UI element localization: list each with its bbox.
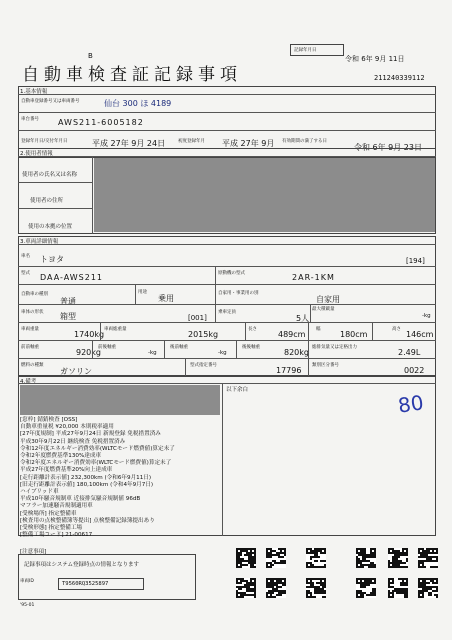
rrw-value: 820kg bbox=[284, 348, 309, 357]
basic-info-heading: 1.基本情報 bbox=[20, 89, 48, 95]
width-value: 180cm bbox=[340, 330, 368, 339]
body-label: 車体の形状 bbox=[21, 310, 44, 315]
kind-label: 自動車の種別 bbox=[21, 292, 48, 297]
qr-code-8 bbox=[266, 578, 286, 598]
fuel-value: ガソリン bbox=[60, 367, 92, 376]
qr-code-1 bbox=[236, 548, 256, 568]
user-name-label: 使用者の氏名又は名称 bbox=[22, 172, 78, 178]
rfw-label: 後前軸重 bbox=[170, 345, 188, 350]
purpose-value: 自家用 bbox=[316, 295, 340, 304]
qr-code-5 bbox=[388, 548, 408, 568]
base-location-label: 使用の本拠の位置 bbox=[28, 224, 73, 230]
remark-line: 令和2年度エネルギー消費効率(WLTCモード燃費値)算定未了 bbox=[20, 460, 172, 467]
qr-code-4 bbox=[356, 548, 376, 568]
remark-line: [受検形態] 指定整備工場 bbox=[20, 525, 83, 532]
car-id-label: 車両ID bbox=[20, 579, 34, 584]
maxload-label: 最大積載量 bbox=[312, 307, 335, 312]
remark-line: 令和2年度燃費基準130%達成車 bbox=[20, 453, 102, 460]
height-value: 146cm bbox=[406, 330, 434, 339]
rrw-label: 後後軸重 bbox=[242, 345, 260, 350]
remark-line: [27年度規制] 平成27年9月24日 新規登録 免税措置済み bbox=[20, 431, 161, 438]
use-label: 用途 bbox=[138, 290, 147, 295]
remark-line: [走行距離計表示値] 232,300km (令和6年9月11日) bbox=[20, 474, 152, 481]
qr-code-9 bbox=[306, 578, 326, 598]
displacement-value: 2.49L bbox=[398, 348, 421, 357]
maker-value: トヨタ bbox=[40, 255, 64, 264]
remark-line: 平成10年騒音規制車 近接排気騒音規制値 96dB bbox=[20, 496, 141, 503]
remark-line: 自動車重量税 ¥20,000 本則税率適用 bbox=[20, 424, 114, 431]
remark-line: [整備工場コード] 21-00617 bbox=[20, 532, 93, 539]
remark-line: [窓枠] 錆錆検査 [OSS] bbox=[20, 417, 78, 423]
vehicle-detail-heading: 3.車両詳細情報 bbox=[20, 239, 59, 245]
gross-value: 2015kg bbox=[188, 330, 219, 339]
user-address-label: 使用者の住所 bbox=[30, 198, 64, 204]
first-reg-value: 平成 27年 9月 24日 bbox=[92, 139, 166, 148]
remarks-list bbox=[20, 417, 175, 539]
displacement-label: 総排気量又は定格出力 bbox=[312, 345, 357, 350]
designation-value: 17796 bbox=[276, 366, 302, 375]
expiry-label: 有効期間の満了する日 bbox=[282, 139, 327, 144]
kind-value: 普通 bbox=[60, 297, 76, 306]
vin-value: AWS211-6005182 bbox=[58, 118, 144, 127]
redacted-user-info bbox=[94, 158, 435, 232]
use-value: 乗用 bbox=[158, 294, 174, 303]
qr-code-6 bbox=[418, 548, 438, 568]
category-value: 0022 bbox=[404, 366, 425, 375]
remark-line: [受検場所] 指定整備車 bbox=[20, 510, 77, 517]
reg-number-value: 仙台 300 ほ 4189 bbox=[104, 99, 172, 108]
expiry-value: 令和 6年 9月 23日 bbox=[354, 143, 422, 152]
user-info-heading: 2.使用者情報 bbox=[20, 151, 53, 157]
qr-code-7 bbox=[236, 578, 256, 598]
length-value: 489cm bbox=[278, 330, 306, 339]
model-value: DAA-AWS211 bbox=[40, 273, 104, 282]
qr-code-3 bbox=[306, 548, 326, 568]
remarks-heading: 4.備考 bbox=[20, 379, 37, 385]
issue-date: 令和 6年 9月 11日 bbox=[345, 55, 405, 63]
remark-line: [検査用の点検整備簿等提出] 点検整備記録簿提出あり bbox=[20, 517, 155, 524]
weight-label: 車両重量 bbox=[21, 327, 39, 332]
notes-heading: [注意事項] bbox=[20, 549, 47, 555]
designation-label: 型式指定番号 bbox=[190, 363, 217, 368]
width-label: 幅 bbox=[316, 327, 321, 332]
vin-label: 車台番号 bbox=[21, 117, 39, 122]
first-year-label: 初度登録年月 bbox=[178, 139, 205, 144]
maker-label: 車名 bbox=[21, 254, 30, 259]
reg-number-label: 自動車登録番号又は車両番号 bbox=[21, 99, 80, 104]
remark-line: マフラー加速騒音規制適用車 bbox=[20, 503, 93, 510]
qr-code-10 bbox=[356, 578, 376, 598]
maker-code: [194] bbox=[406, 257, 425, 265]
redacted-remarks bbox=[20, 385, 220, 415]
category-label: 類別区分番号 bbox=[312, 363, 339, 368]
length-label: 長さ bbox=[248, 327, 257, 332]
remark-line: [旧走行距離計表示値] 180,100km (令和4年9月7日) bbox=[20, 481, 154, 488]
fuel-label: 燃料の種類 bbox=[21, 363, 44, 368]
rfw-value: -kg bbox=[218, 350, 227, 356]
qr-code-11 bbox=[388, 578, 408, 598]
gross-label: 車両総重量 bbox=[104, 327, 127, 332]
remark-line: 令和12年度エネルギー消費効率(WLTCモード燃費値)算定未了 bbox=[20, 445, 175, 452]
page-title: 自動車検査証記録事項 bbox=[22, 65, 242, 85]
height-label: 高さ bbox=[392, 327, 401, 332]
barcode-number: 211240339112 bbox=[374, 74, 425, 82]
body-code: [001] bbox=[188, 314, 207, 322]
issue-date-label: 記録年月日 bbox=[294, 48, 317, 53]
car-id-value: T9560RQ3525897 bbox=[62, 581, 109, 587]
ffw-label: 前前軸重 bbox=[21, 345, 39, 350]
notes-text: 記録事項はシステム登録時点の情報となります bbox=[24, 562, 139, 568]
remark-line: ハイブリッド車 bbox=[20, 489, 59, 496]
form-code: '95-01 bbox=[20, 603, 35, 608]
remarks-continued: 以下余白 bbox=[226, 387, 249, 393]
first-reg-label: 登録年月日/交付年月日 bbox=[21, 139, 68, 144]
capacity-value: 5人 bbox=[296, 314, 310, 323]
model-label: 型式 bbox=[21, 271, 30, 276]
engine-label: 原動機の型式 bbox=[218, 271, 245, 276]
frw-label: 前後軸重 bbox=[98, 345, 116, 350]
engine-value: 2AR-1KM bbox=[292, 273, 335, 282]
capacity-label: 乗車定員 bbox=[218, 310, 236, 315]
remark-line: 平成30年9月22日 継続検査 免税措置済み bbox=[20, 438, 126, 445]
remark-line: 平成27年度燃費基準20%向上達成車 bbox=[20, 467, 113, 474]
qr-code-12 bbox=[418, 578, 438, 598]
handwritten-note: 80 bbox=[396, 390, 425, 418]
ffw-value: 920kg bbox=[76, 348, 101, 357]
body-value: 箱型 bbox=[60, 312, 76, 321]
qr-code-2 bbox=[266, 548, 286, 568]
maxload-value: -kg bbox=[422, 313, 431, 319]
purpose-label: 自家用・事業用の別 bbox=[218, 291, 259, 296]
first-year-value: 平成 27年 9月 bbox=[222, 139, 275, 148]
frw-value: -kg bbox=[148, 350, 157, 356]
weight-value: 1740kg bbox=[74, 330, 105, 339]
form-mark: B bbox=[88, 52, 93, 60]
